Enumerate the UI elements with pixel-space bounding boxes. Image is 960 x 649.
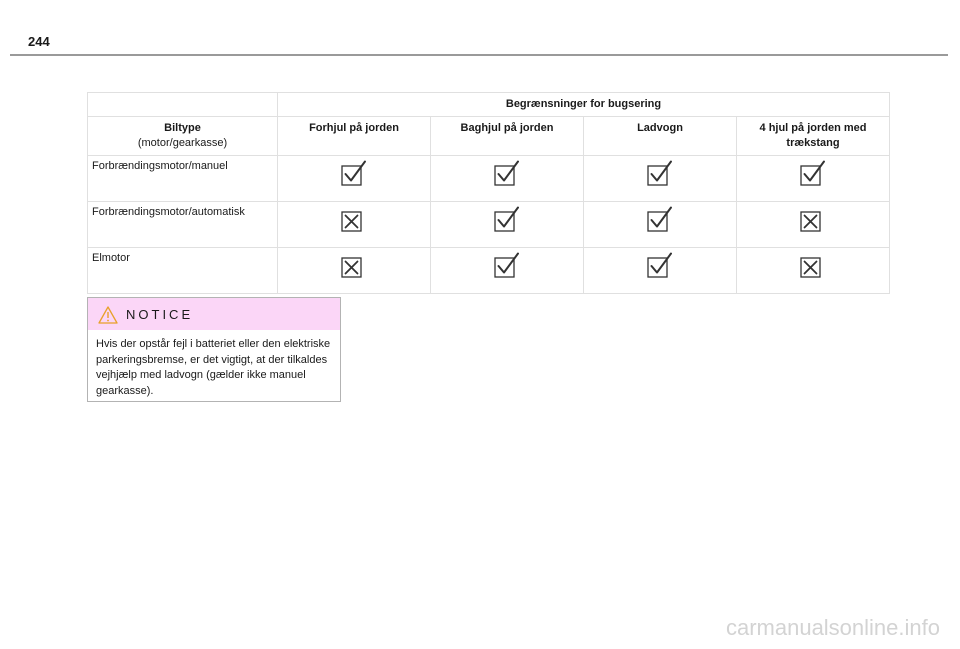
notice-title: NOTICE [126,307,194,322]
check-icon [647,252,673,278]
notice-box [87,297,341,402]
page-number: 244 [28,34,50,49]
towing-restrictions-header: Begrænsninger for bugsering [278,93,890,117]
status-cell [278,248,431,294]
status-cell [737,156,890,202]
row-label: Forbrændingsmotor/manuel [88,156,278,202]
status-cell [278,202,431,248]
check-icon [647,160,673,186]
row-label: Elmotor [88,248,278,294]
watermark: carmanualsonline.info [725,615,940,640]
status-cell [584,202,737,248]
cross-icon [800,206,826,232]
cross-icon [341,206,367,232]
check-icon [647,206,673,232]
header-rule [10,54,948,56]
check-icon [494,160,520,186]
cross-icon [800,252,826,278]
column-header: Forhjul på jorden [278,117,431,156]
cross-icon [341,252,367,278]
table-column-header-row [88,117,890,156]
check-icon [494,206,520,232]
table-row [88,156,890,202]
row-label: Forbrændingsmotor/automatisk [88,202,278,248]
table-group-header-row [88,93,890,117]
column-header: Baghjul på jorden [431,117,584,156]
status-cell [584,248,737,294]
towing-restrictions-table [87,92,890,294]
vehicle-type-header [88,117,278,156]
status-cell [431,202,584,248]
warning-triangle-icon [98,306,118,324]
column-header: 4 hjul på jorden med trækstang [737,117,890,156]
status-cell [431,156,584,202]
status-cell [737,248,890,294]
table-row [88,248,890,294]
notice-text: Hvis der opstår fejl i batteriet eller den elektriske parkeringsbremse, er det vigtigt, at der tilkaldes vejhjælp med ladvogn (gælder ikke manuel gearkasse). [96,338,331,397]
status-cell [737,202,890,248]
table-row [88,202,890,248]
vehicle-type-title: Biltype [164,122,201,134]
status-cell [278,156,431,202]
notice-header [88,298,340,330]
column-header: Ladvogn [584,117,737,156]
status-cell [584,156,737,202]
vehicle-type-subtitle: (motor/gearkasse) [137,137,228,149]
check-icon [800,160,826,186]
status-cell [431,248,584,294]
table-empty-corner [88,93,278,117]
check-icon [341,160,367,186]
check-icon [494,252,520,278]
